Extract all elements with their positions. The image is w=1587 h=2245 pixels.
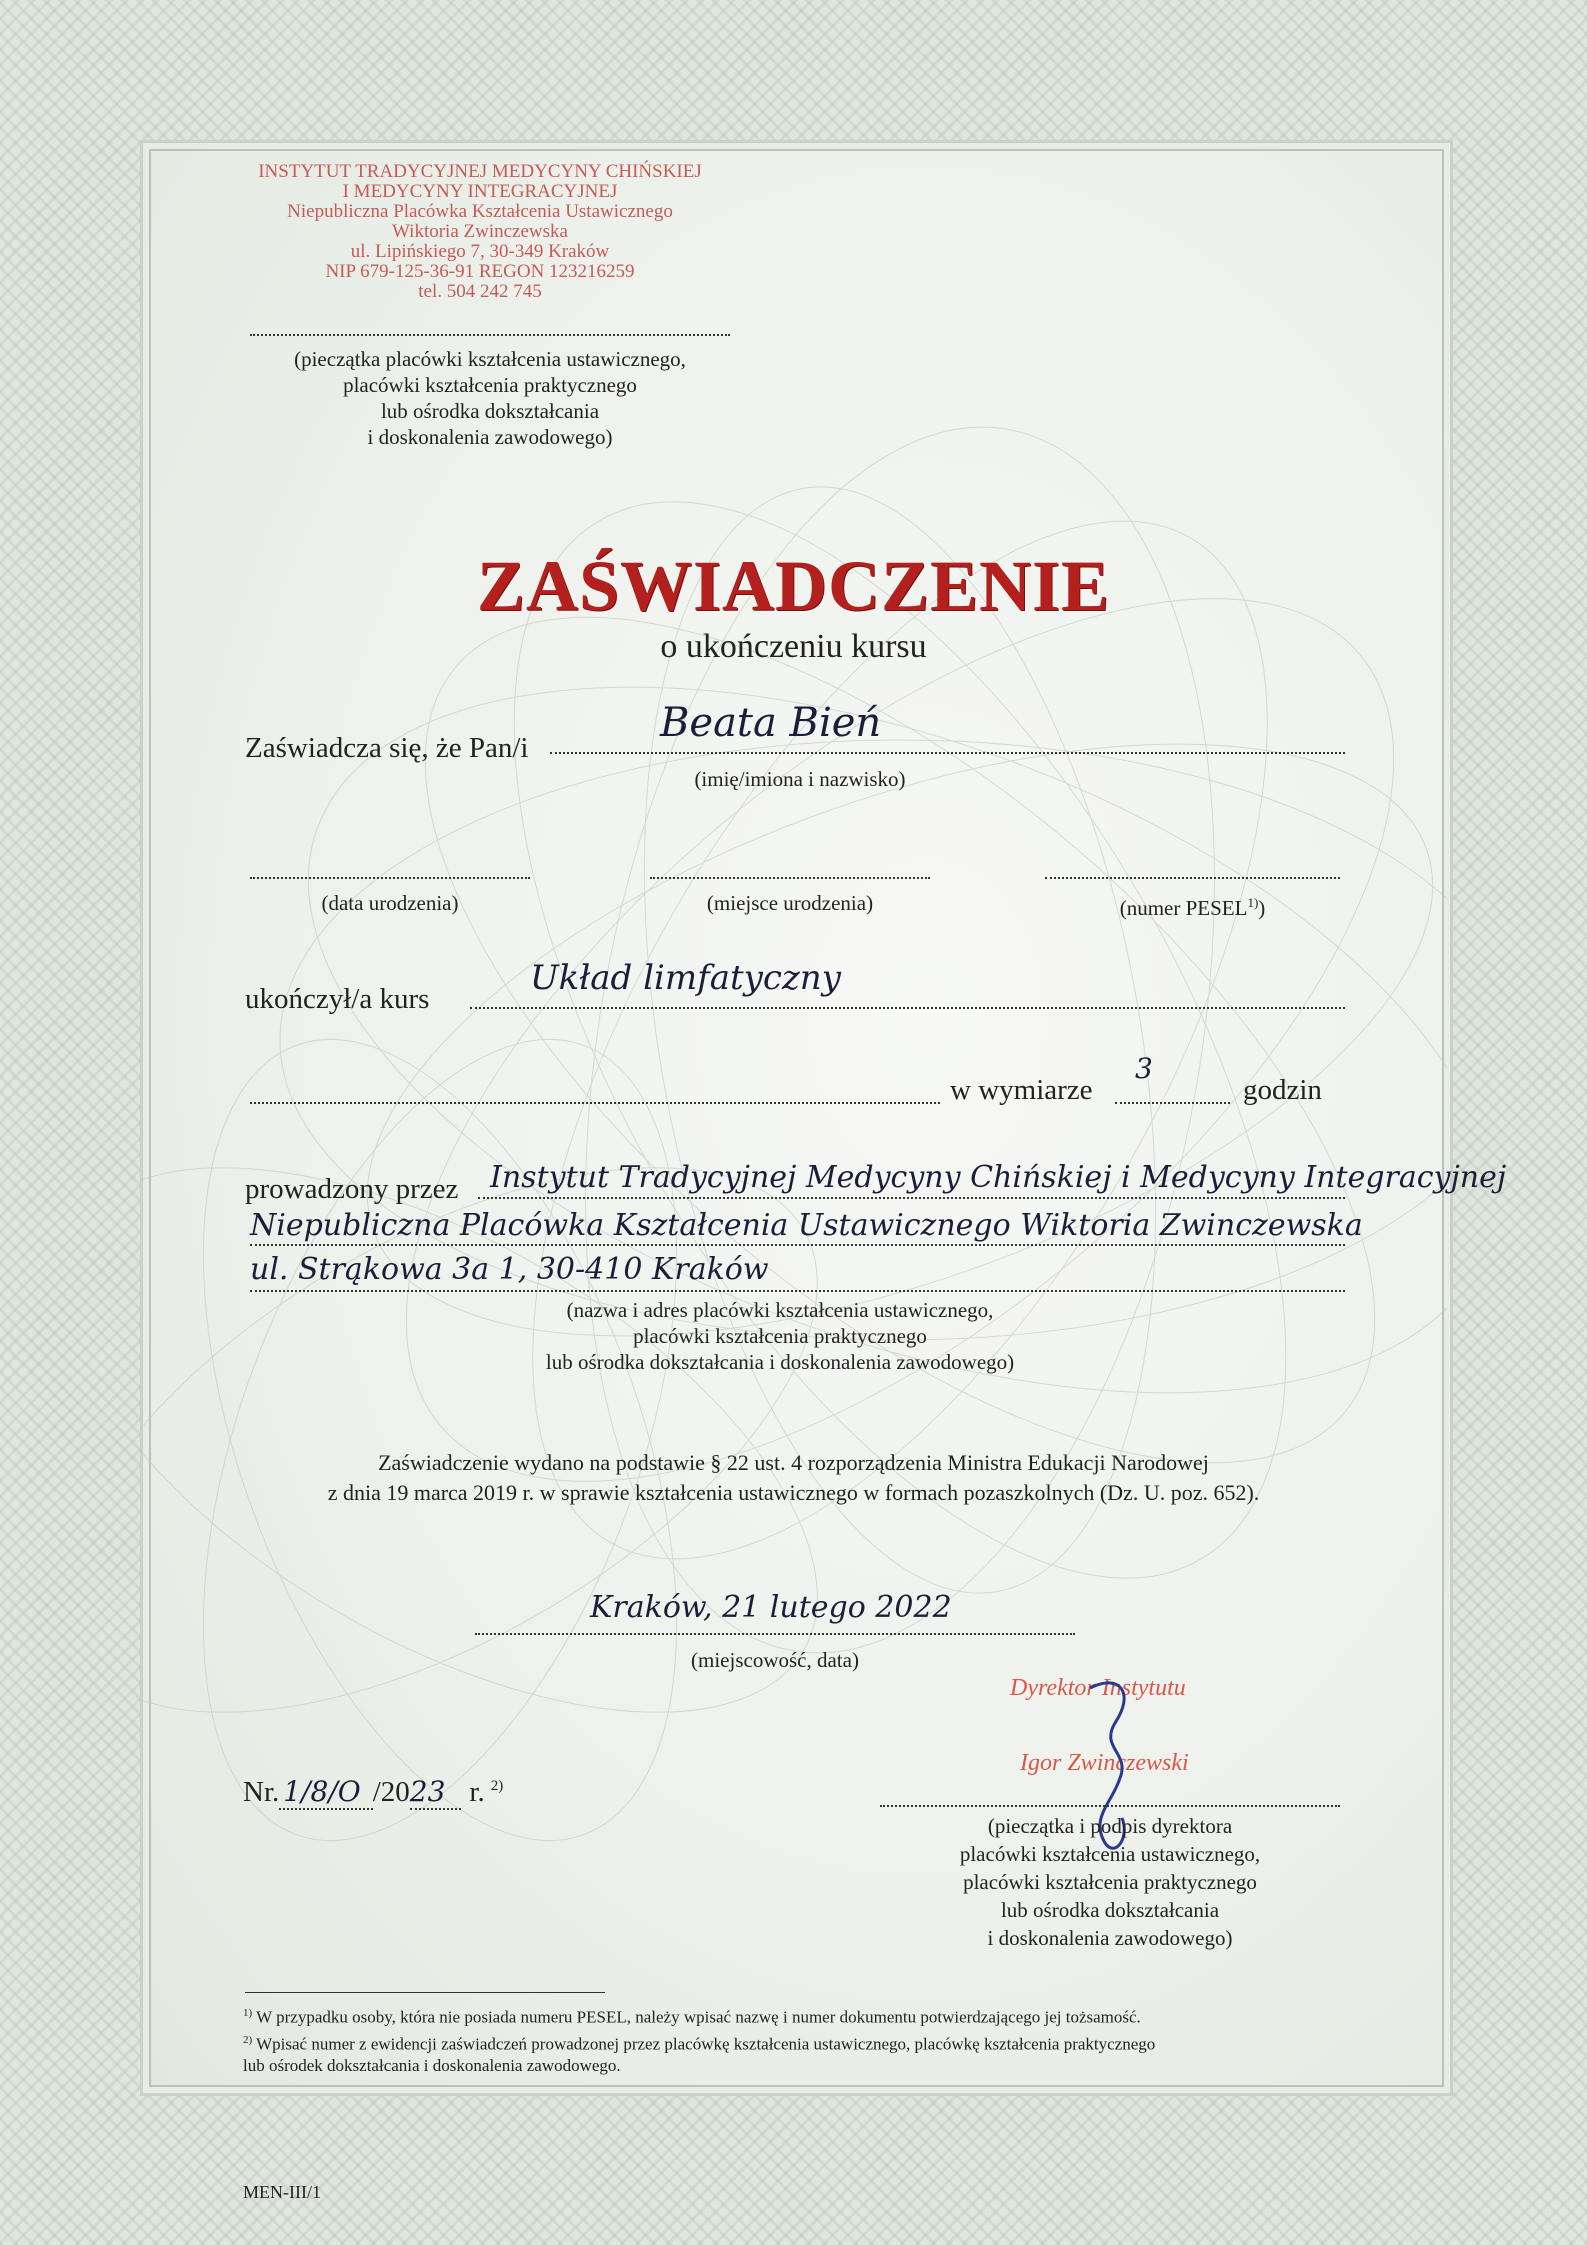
caption-line: i doskonalenia zawodowego): [367, 425, 613, 449]
course-dotted-line: [470, 1007, 1345, 1009]
footnote-ref: 1): [1247, 895, 1259, 910]
caption-line: placówki kształcenia ustawicznego,: [959, 1842, 1261, 1866]
pesel-caption-close: ): [1258, 896, 1266, 920]
place-date-line: [475, 1633, 1075, 1635]
provider-dotted-line-2: [250, 1244, 1345, 1246]
provider-dotted-line-3: [250, 1290, 1345, 1292]
footnote-marker: 2): [243, 2033, 253, 2046]
stamp-line: Wiktoria Zwinczewska: [392, 221, 568, 242]
pesel-caption-text: (numer PESEL: [1119, 896, 1248, 920]
footnotes: [243, 2002, 1363, 2077]
director-name-stamp: Igor Zwinczewski: [1020, 1750, 1189, 1776]
caption-line: lub ośrodka dokształcania: [1000, 1898, 1220, 1922]
legal-basis: [0, 1448, 1587, 1508]
footnote-2: [243, 2029, 1363, 2056]
pesel-caption: [1045, 890, 1340, 921]
provider-dotted-line: [478, 1197, 1345, 1199]
footnote-separator: [245, 1992, 605, 1993]
stamp-line: Niepubliczna Placówka Kształcenia Ustawicznego: [287, 201, 673, 222]
caption-line: lub ośrodka dokształcania: [380, 399, 600, 423]
director-dotted-line: [880, 1805, 1340, 1807]
hours-value: 3: [1135, 1052, 1153, 1085]
certificate-number: [243, 1775, 503, 1809]
birth-place-line: [650, 877, 930, 879]
caption-line: lub ośrodka dokształcania i doskonalenia zawodowego): [545, 1350, 1015, 1374]
footnote-text: W przypadku osoby, która nie posiada numeru PESEL, należy wpisać nazwę i numer dokumentu potwierdzającego jej tożsamość.: [256, 2007, 1141, 2027]
stamp-line: INSTYTUT TRADYCYJNEJ MEDYCYNY CHIŃSKIEJ: [258, 161, 702, 182]
course-name: Układ limfatyczny: [530, 958, 841, 998]
caption-line: placówki kształcenia praktycznego: [633, 1324, 927, 1348]
legal-line: Zaświadczenie wydano na podstawie § 22 ust. 4 rozporządzenia Ministra Edukacji Narodowej: [378, 1450, 1209, 1475]
stamp-line: tel. 504 242 745: [418, 281, 542, 302]
place-date-value: Kraków, 21 lutego 2022: [590, 1590, 952, 1625]
number-value: 1/8/O: [279, 1775, 372, 1810]
provider-name-line1: Instytut Tradycyjnej Medycyny Chińskiej i Medycyny Integracyjnej: [490, 1160, 1507, 1195]
person-label: Zaświadcza się, że Pan/i: [245, 732, 529, 764]
hours-dotted-line: [1115, 1102, 1230, 1104]
stamp-line: I MEDYCYNY INTEGRACYJNEJ: [342, 181, 618, 202]
provider-label: prowadzony przez: [245, 1173, 459, 1205]
birth-place-caption: (miejsce urodzenia): [706, 891, 874, 915]
caption-line: (nazwa i adres placówki kształcenia ustawicznego,: [566, 1298, 994, 1322]
document-title: ZAŚWIADCZENIE: [476, 546, 1111, 626]
legal-line: z dnia 19 marca 2019 r. w sprawie kształcenia ustawicznego w formach pozaszkolnych (Dz. U. poz. 652).: [327, 1480, 1260, 1505]
caption-line: placówki kształcenia praktycznego: [343, 373, 637, 397]
caption-line: (pieczątka i podpis dyrektora: [987, 1814, 1233, 1838]
stamp-dotted-line: [250, 334, 730, 336]
birth-date-line: [250, 877, 530, 879]
number-suffix: r.: [469, 1776, 485, 1808]
document-subtitle: o ukończeniu kursu: [660, 628, 927, 665]
director-caption: [880, 1812, 1340, 1952]
number-prefix: Nr.: [243, 1776, 280, 1808]
footnote-ref: 2): [490, 1778, 504, 1795]
director-title-stamp: Dyrektor Instytutu: [1010, 1675, 1186, 1701]
place-date-caption: (miejscowość, data): [691, 1648, 859, 1672]
pesel-line: [1045, 877, 1340, 879]
stamp-line: NIP 679-125-36-91 REGON 123216259: [325, 261, 635, 282]
footnote-marker: 1): [243, 2007, 253, 2019]
form-code: MEN-III/1: [243, 2182, 321, 2202]
stamp-caption: [230, 346, 750, 450]
stamp-line: ul. Lipińskiego 7, 30-349 Kraków: [350, 241, 610, 262]
provider-caption: [380, 1297, 1180, 1375]
caption-line: (pieczątka placówki kształcenia ustawicznego,: [294, 347, 686, 371]
provider-address: ul. Strąkowa 3a 1, 30-410 Kraków: [250, 1252, 769, 1287]
institution-stamp: [250, 162, 710, 302]
caption-line: i doskonalenia zawodowego): [987, 1926, 1233, 1950]
caption-line: placówki kształcenia praktycznego: [963, 1870, 1257, 1894]
course-label: ukończył/a kurs: [245, 983, 430, 1015]
scope-label: w wymiarze: [950, 1074, 1093, 1106]
birth-date-caption: (data urodzenia): [321, 891, 459, 915]
provider-name-line2: Niepubliczna Placówka Kształcenia Ustawicznego Wiktoria Zwinczewska: [250, 1208, 1363, 1243]
course-dotted-line-2: [250, 1102, 940, 1104]
person-caption: (imię/imiona i nazwisko): [694, 767, 906, 791]
person-name: Beata Bień: [660, 700, 882, 746]
person-dotted-line: [550, 752, 1345, 754]
number-year-prefix: /20: [372, 1776, 410, 1808]
footnote-text: Wpisać numer z ewidencji zaświadczeń prowadzonej przez placówkę kształcenia ustawicznego, placówkę kształcenia praktycznego: [256, 2034, 1156, 2054]
footnote-text: lub ośrodek dokształcania i doskonalenia zawodowego.: [243, 2056, 621, 2076]
number-year: 23: [410, 1775, 462, 1810]
hours-label: godzin: [1243, 1074, 1322, 1106]
footnote-1: [243, 2002, 1363, 2029]
